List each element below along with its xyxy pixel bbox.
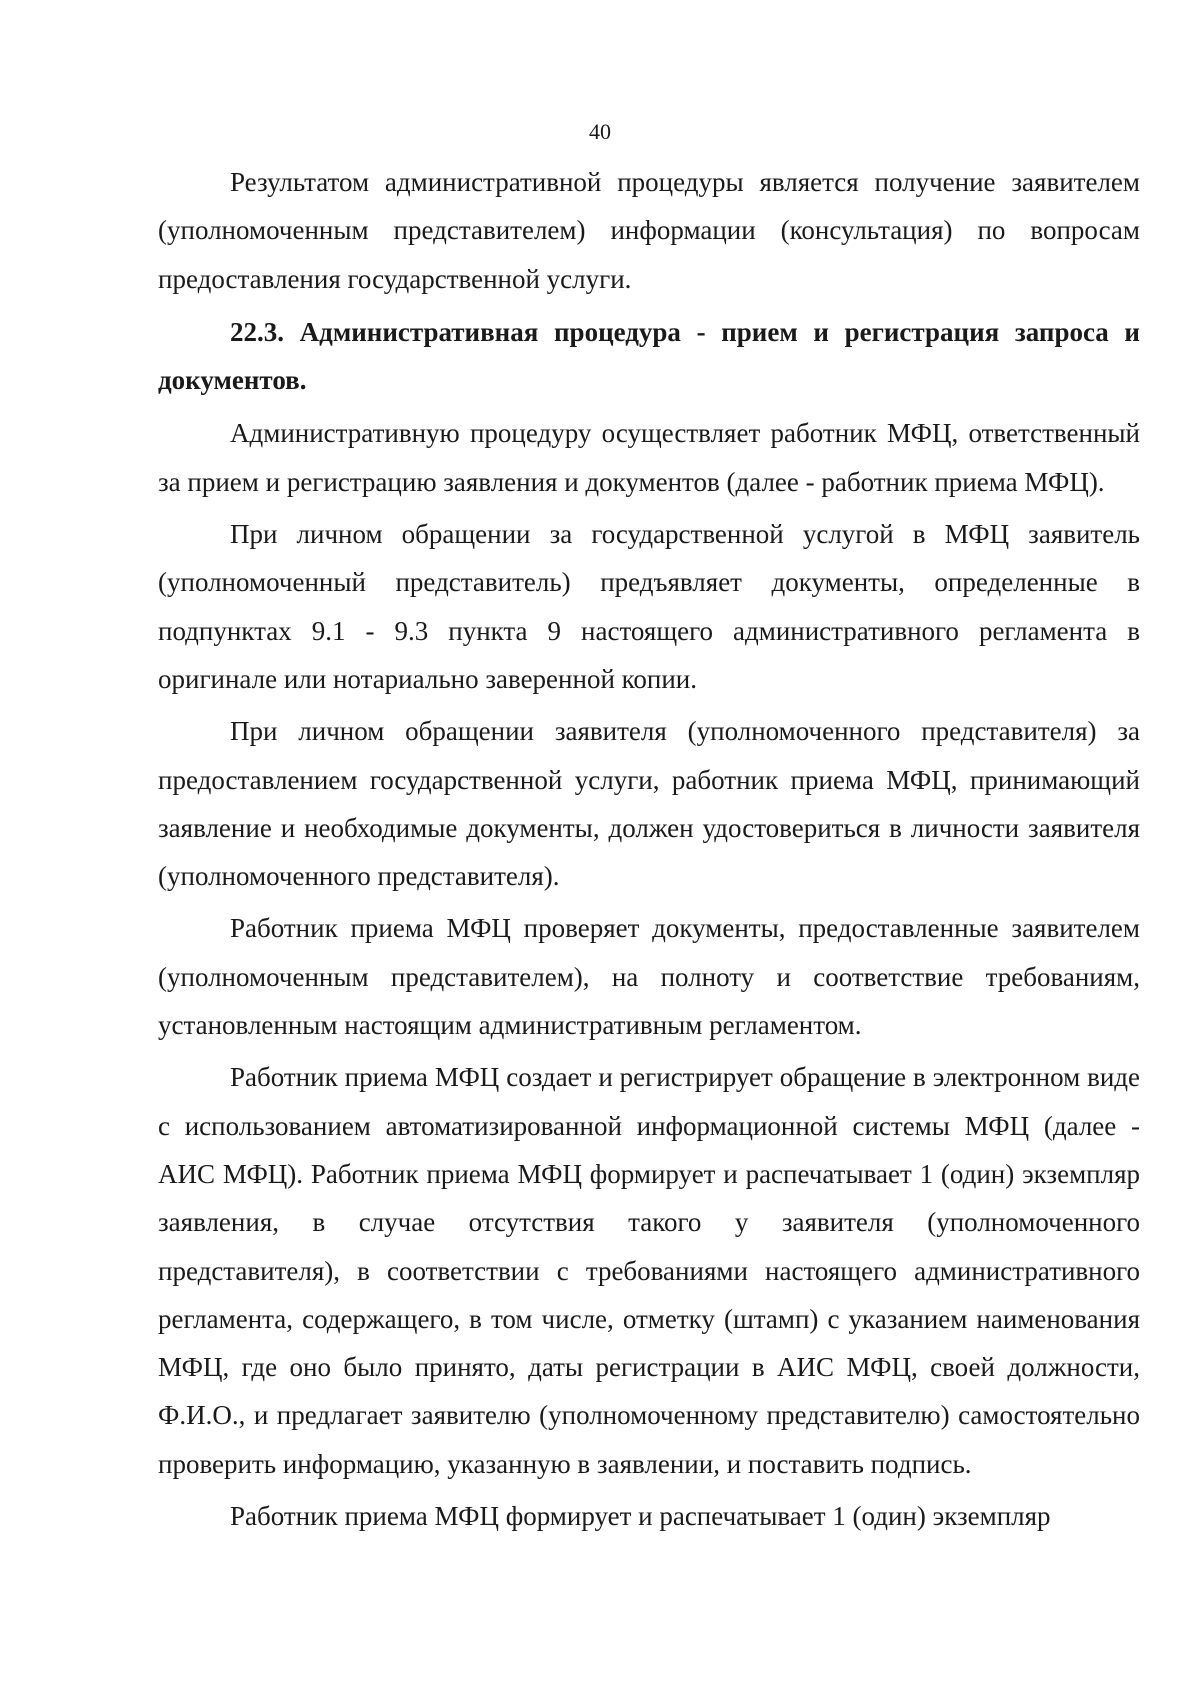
paragraph-documents-check: Работник приема МФЦ проверяет документы, предоставленные заявителем (уполномоченным представителем), на полноту и соответствие требованиям, установленным настоящим административным регламентом. [158,913,1140,1041]
paragraph-registration: Работник приема МФЦ создает и регистрирует обращение в электронном виде с использованием автоматизированной информационной системы МФЦ (далее - АИС МФЦ). Работник приема МФЦ формирует и распечатывает 1 (один) экземпляр заявления, в случае отсутствия такого у заявителя (уполномоченного представителя), в соответствии с требованиями настоящего административного регламента, содержащего, в том числе, отметку (штамп) с указанием наименования МФЦ, где оно было принято, даты регистрации в АИС МФЦ, своей должности, Ф.И.О., и предлагает заявителю (уполномоченному представителю) самостоятельно проверить информацию, указанную в заявлении, и поставить подпись. [158,1062,1140,1479]
paragraph-identity-check: При личном обращении заявителя (уполномоченного представителя) за предоставлением государственной услуги, работник приема МФЦ, принимающий заявление и необходимые документы, должен удостовериться в личности заявителя (уполномоченного представителя). [158,716,1140,892]
body-text [158,158,1140,1544]
paragraph-procedure-performer: Административную процедуру осуществляет работник МФЦ, ответственный за прием и регистрацию заявления и документов (далее - работник приема МФЦ). [158,418,1140,497]
paragraph-personal-appeal-documents: При личном обращении за государственной услугой в МФЦ заявитель (уполномоченный представитель) предъявляет документы, определенные в подпунктах 9.1 - 9.3 пункта 9 настоящего административного регламента в оригинале или нотариально заверенной копии. [158,519,1140,694]
section-heading-22-3: 22.3. Административная процедура - прием и регистрация запроса и документов. [158,316,1140,396]
page-number: 40 [589,119,611,144]
paragraph-print-copy: Работник приема МФЦ формирует и распечатывает 1 (один) экземпляр [230,1501,1051,1532]
paragraph-result: Результатом административной процедуры является получение заявителем (уполномоченным представителем) информации (консультация) по вопросам предоставления государственной услуги. [158,167,1140,294]
